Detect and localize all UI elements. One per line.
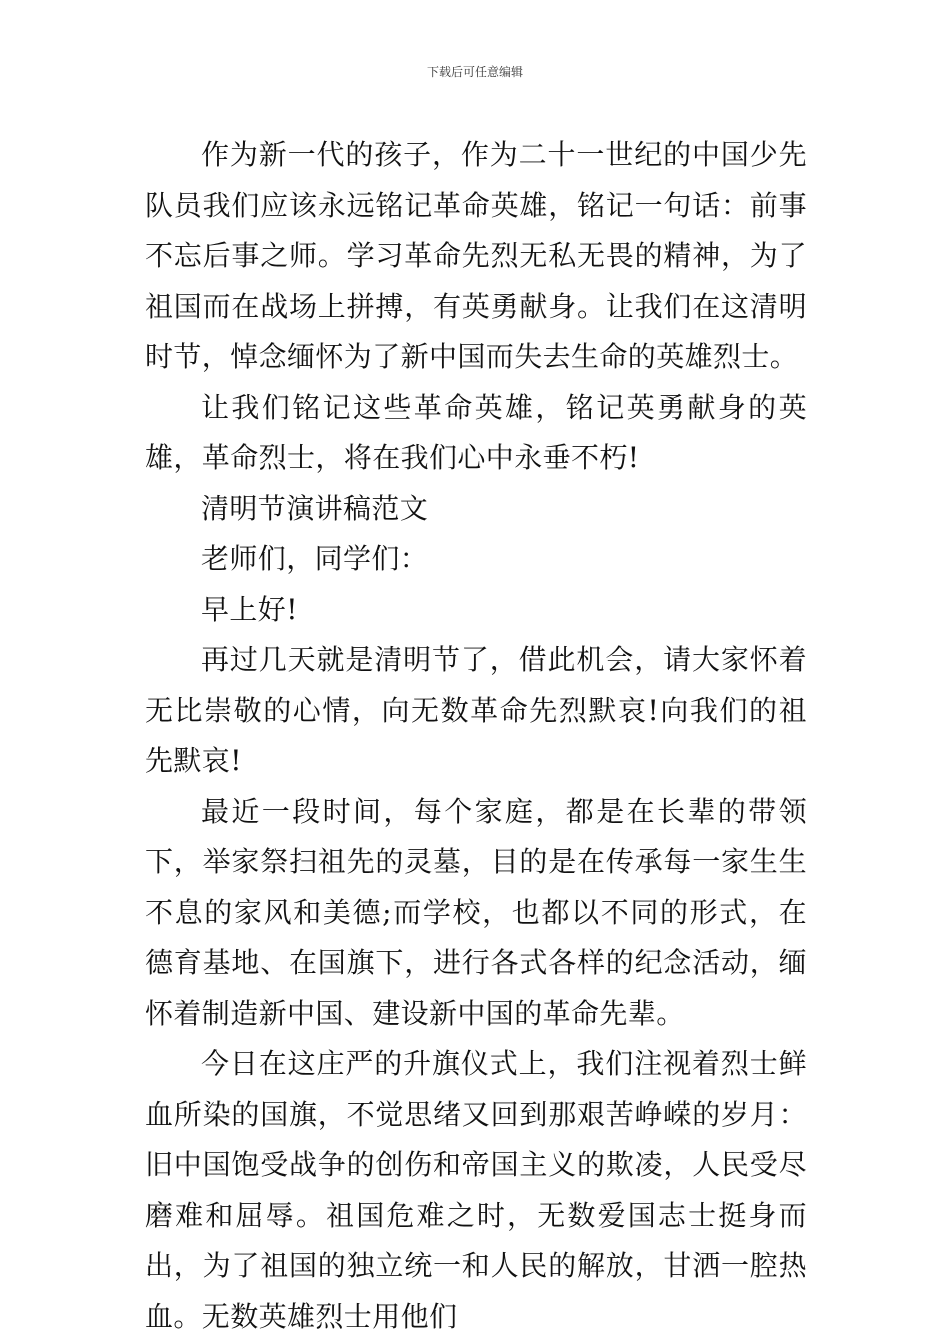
paragraph-greeting: 早上好! — [201, 592, 298, 626]
paragraph-2: 让我们铭记这些革命英雄，铭记英勇献身的英雄，革命烈士，将在我们心中永垂不朽! — [145, 390, 807, 474]
paragraph-salutation: 老师们，同学们： — [201, 542, 429, 575]
paragraph-1: 作为新一代的孩子，作为二十一世纪的中国少先队员我们应该永远铭记革命英雄，铭记一句话：前事不忘后事之师。学习革命先烈无私无畏的精神，为了祖国而在战场上拼搏，有英勇献身。让我们在这清明时节，悼念缅怀为了新中国而失去生命的英雄烈士。 — [145, 138, 807, 373]
paragraph-4: 最近一段时间，每个家庭，都是在长辈的带领下，举家祭扫祖先的灵墓，目的是在传承每一家生生不息的家风和美德;而学校，也都以不同的形式，在德育基地、在国旗下，进行各式各样的纪念活动，缅怀着制造新中国、建设新中国的革命先辈。 — [145, 794, 807, 1030]
paragraph-heading: 清明节演讲稿范文 — [201, 491, 429, 525]
paragraph-3: 再过几天就是清明节了，借此机会，请大家怀着无比崇敬的心情，向无数革命先烈默哀!向我们的祖先默哀! — [145, 643, 807, 777]
header-note: 下载后可任意编辑 — [426, 65, 523, 79]
document-body — [145, 130, 807, 1342]
paragraph-5: 今日在这庄严的升旗仪式上，我们注视着烈士鲜血所染的国旗，不觉思绪又回到那艰苦峥嵘的岁月：旧中国饱受战争的创伤和帝国主义的欺凌，人民受尽磨难和屈辱。祖国危难之时，无数爱国志士挺身而出，为了祖国的独立统一和人民的解放，甘洒一腔热血。无数英雄烈士用他们 — [145, 1047, 807, 1333]
